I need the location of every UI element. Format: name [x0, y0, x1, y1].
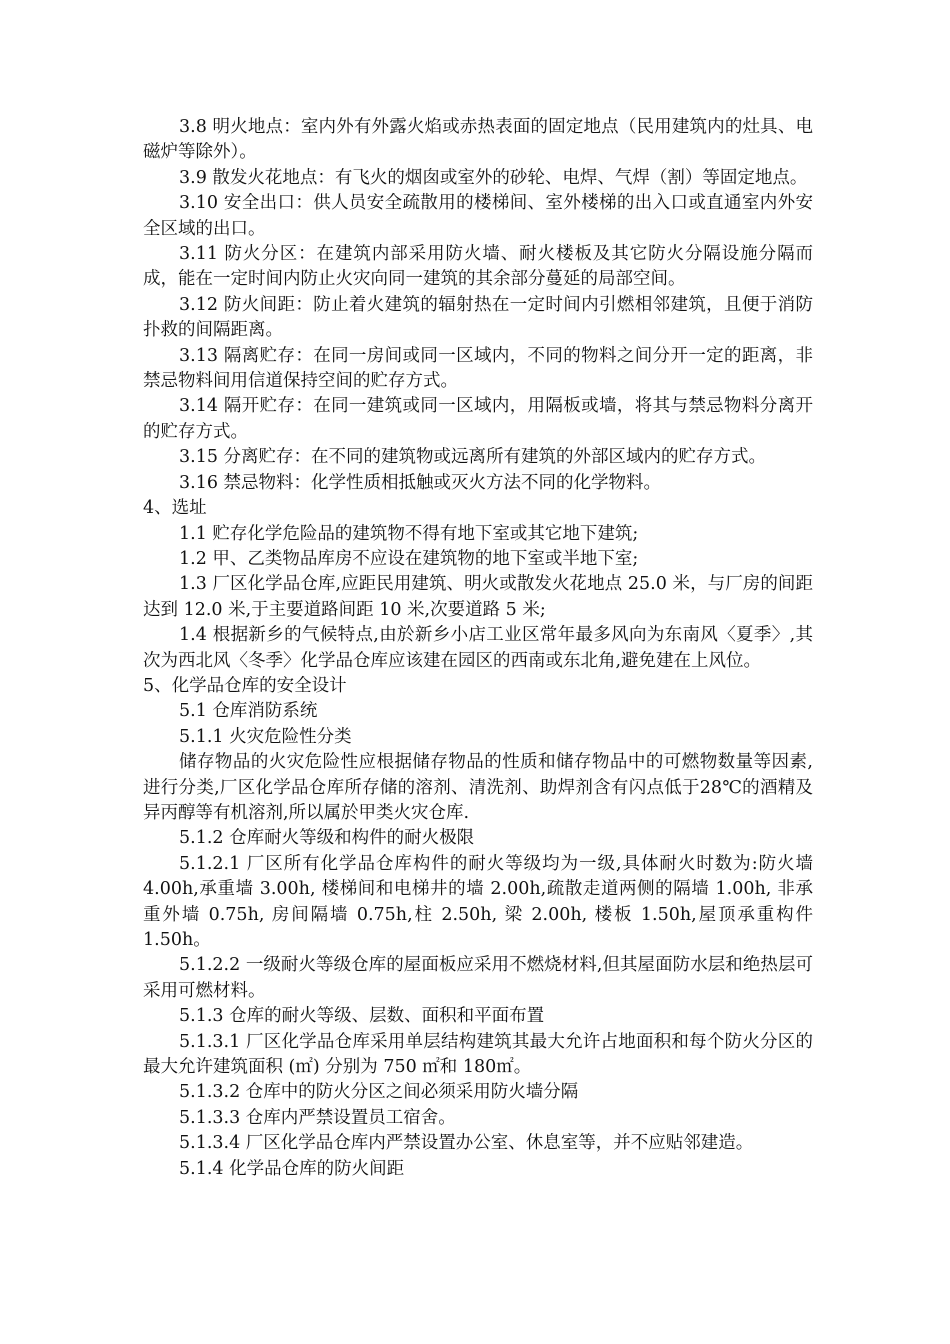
paragraph-5-1-2-2: 5.1.2.2 一级耐火等级仓库的屋面板应采用不燃烧材料,但其屋面防水层和绝热层可采用可燃材料。	[143, 955, 813, 1001]
paragraph-3-9: 3.9 散发火花地点：有飞火的烟囱或室外的砂轮、电焊、气焊（割）等固定地点。	[179, 167, 808, 188]
paragraph-1-1: 1.1 贮存化学危险品的建筑物不得有地下室或其它地下建筑;	[179, 523, 639, 544]
section-heading-5: 5、化学品仓库的安全设计	[143, 675, 347, 696]
paragraph-5-1: 5.1 仓库消防系统	[179, 701, 318, 722]
document-body	[143, 115, 813, 1182]
paragraph-5-1-4: 5.1.4 化学品仓库的防火间距	[179, 1158, 405, 1179]
paragraph-3-14: 3.14 隔开贮存：在同一建筑或同一区域内，用隔板或墙，将其与禁忌物料分离开的贮存方式。	[143, 396, 813, 442]
paragraph-1-4: 1.4 根据新乡的气候特点,由於新乡小店工业区常年最多风向为东南风〈夏季〉,其次为西北风〈冬季〉化学品仓库应该建在园区的西南或东北角,避免建在上风位。	[143, 625, 813, 671]
paragraph-1-2: 1.2 甲、乙类物品库房不应设在建筑物的地下室或半地下室;	[179, 548, 639, 569]
paragraph-5-1-3-4: 5.1.3.4 厂区化学品仓库内严禁设置办公室、休息室等，并不应贴邻建造。	[179, 1133, 754, 1154]
paragraph-3-12: 3.12 防火间距：防止着火建筑的辐射热在一定时间内引燃相邻建筑，且便于消防扑救的间隔距离。	[143, 294, 813, 341]
paragraph-5-1-3-2: 5.1.3.2 仓库中的防火分区之间必须采用防火墙分隔	[179, 1082, 579, 1103]
paragraph-5-1-1: 5.1.1 火灾危险性分类	[179, 726, 352, 747]
paragraph-3-13: 3.13 隔离贮存：在同一房间或同一区域内，不同的物料之间分开一定的距离，非禁忌物料间用信道保持空间的贮存方式。	[143, 345, 813, 392]
paragraph-5-1-2-1: 5.1.2.1 厂区所有化学品仓库构件的耐火等级均为一级,具体耐火时数为:防火墙 4.00h,承重墙 3.00h, 楼梯间和电梯井的墙 2.00h,疏散走道两侧的隔墙 1.00h, 非承重外墙 0.75h, 房间隔墙 0.75h,柱 2.50h, 梁 2.00h, 楼板 1.50h,屋顶承重构件 1.50h。	[143, 853, 813, 950]
paragraph-5-1-2: 5.1.2 仓库耐火等级和构件的耐火极限	[179, 828, 475, 849]
paragraph-3-10: 3.10 安全出口：供人员安全疏散用的楼梯间、室外楼梯的出入口或直通室内外安全区域的出口。	[143, 193, 813, 239]
paragraph-3-8: 3.8 明火地点：室内外有外露火焰或赤热表面的固定地点（民用建筑内的灶具、电磁炉等除外）。	[143, 117, 813, 163]
paragraph-5-1-3-3: 5.1.3.3 仓库内严禁设置员工宿舍。	[179, 1107, 456, 1128]
paragraph-3-11: 3.11 防火分区：在建筑内部采用防火墙、耐火楼板及其它防火分隔设施分隔而成，能在一定时间内防止火灾向同一建筑的其余部分蔓延的局部空间。	[143, 244, 813, 290]
section-heading-4: 4、选址	[143, 498, 207, 519]
paragraph-storage-classification: 储存物品的火灾危险性应根据储存物品的性质和储存物品中的可燃物数量等因素,进行分类,厂区化学品仓库所存储的溶剂、清洗剂、助焊剂含有闪点低于28℃的酒精及异丙醇等有机溶剂,所以属於甲类火灾仓库.	[143, 752, 813, 823]
paragraph-3-15: 3.15 分离贮存：在不同的建筑物或远离所有建筑的外部区域内的贮存方式。	[179, 447, 767, 468]
paragraph-1-3: 1.3 厂区化学品仓库,应距民用建筑、明火或散发火花地点 25.0 米，与厂房的间距达到 12.0 米,于主要道路间距 10 米,次要道路 5 米;	[143, 574, 813, 620]
paragraph-3-16: 3.16 禁忌物料：化学性质相抵触或灭火方法不同的化学物料。	[179, 472, 662, 493]
paragraph-5-1-3-1: 5.1.3.1 厂区化学品仓库采用单层结构建筑其最大允许占地面积和每个防火分区的最大允许建筑面积 (㎡) 分别为 750 ㎡和 180㎡。	[143, 1031, 813, 1078]
paragraph-5-1-3: 5.1.3 仓库的耐火等级、层数、面积和平面布置	[179, 1006, 545, 1027]
